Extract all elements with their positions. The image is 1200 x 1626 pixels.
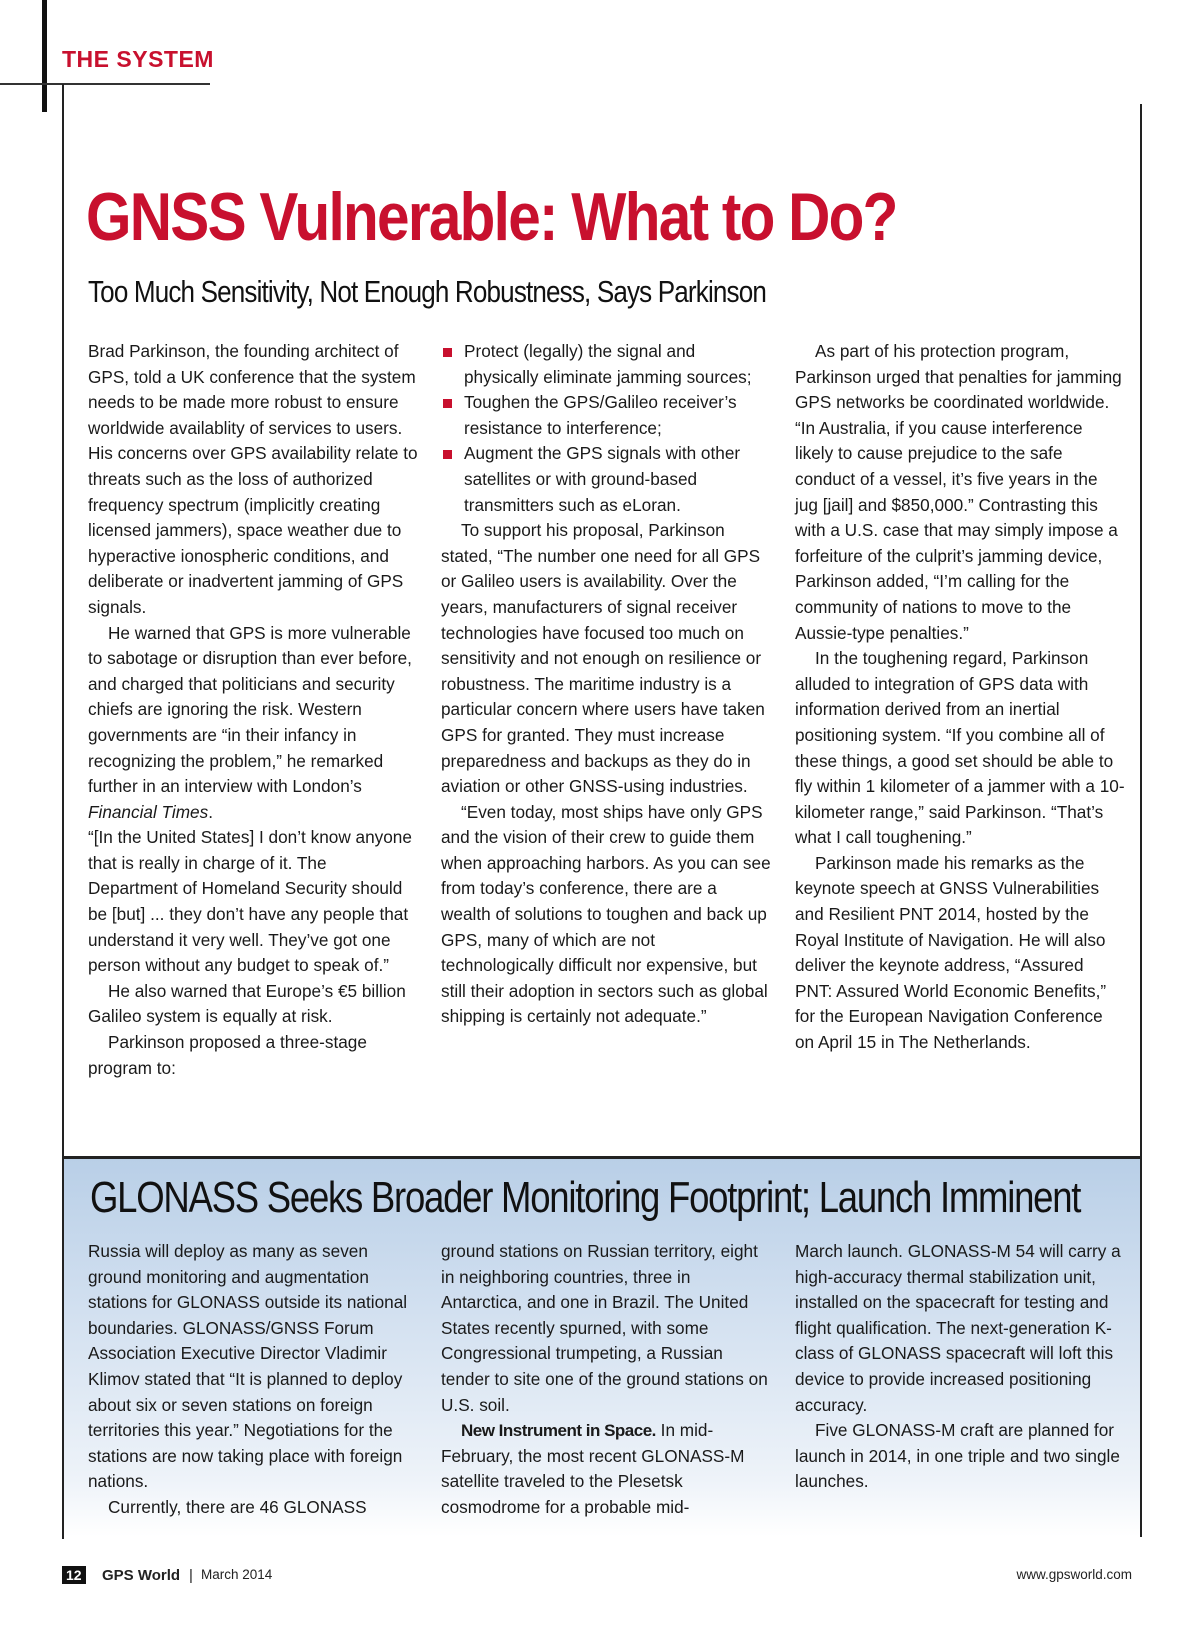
- left-accent-rule: [42, 0, 47, 112]
- glonass-sidebar-box: [64, 1159, 1140, 1537]
- sidebar-column-3: [795, 1239, 1125, 1495]
- paragraph: Parkinson made his remarks as the keynote speech at GNSS Vulnerabilities and Resilient PNT 2014, hosted by the Royal Institute of Navigation. He will also deliver the keynote address, “Assured PNT: Assured World Economic Benefits,” for the European Navigation Conference on April 15 in The Netherlands.: [795, 852, 1107, 1053]
- list-item: Toughen the GPS/Galileo receiver’s resistance to interference;: [441, 390, 771, 441]
- right-frame-rule: [1140, 104, 1142, 1537]
- article-headline: GNSS Vulnerable: What to Do?: [86, 179, 897, 255]
- article-column-2: [441, 339, 771, 1030]
- square-bullet-icon: [443, 348, 452, 357]
- page-number: 12: [62, 1566, 86, 1584]
- paragraph: New Instrument in Space. In mid-February, the most recent GLONASS-M satellite traveled to the Plesetsk cosmodrome for a probable mid-: [441, 1420, 745, 1517]
- website-url[interactable]: www.gpsworld.com: [1016, 1567, 1132, 1582]
- publication-name: Financial Times: [88, 801, 209, 822]
- paragraph: March launch. GLONASS-M 54 will carry a high-accuracy thermal stabilization unit, installed on the spacecraft for testing and flight qualification. The next-generation K-class of GLONASS spacecraft will loft this device to provide increased positioning accuracy.: [795, 1241, 1121, 1415]
- paragraph: Five GLONASS-M craft are planned for launch in 2014, in one triple and two single launches.: [795, 1420, 1120, 1492]
- paragraph: Russia will deploy as many as seven ground monitoring and augmentation stations for GLONASS outside its national boundaries. GLONASS/GNSS Forum Association Executive Director Vladimir Klimov stated that “It is planned to deploy about six or seven stations on foreign territories this year.” Negotiations for the stations are now taking place with foreign nations.: [88, 1241, 408, 1492]
- paragraph: ground stations on Russian territory, eight in neighboring countries, three in Antarctica, and one in Brazil. The United States recently spurned, with some Congressional trumpeting, a Russian tender to site one of the ground stations on U.S. soil.: [441, 1241, 768, 1415]
- magazine-name: GPS World: [102, 1567, 181, 1584]
- paragraph: He also warned that Europe’s €5 billion Galileo system is equally at risk.: [88, 980, 406, 1027]
- article-column-3: [795, 339, 1125, 1056]
- program-bullet-list: [441, 339, 771, 518]
- article-subhead: Too Much Sensitivity, Not Enough Robustness, Says Parkinson: [88, 274, 766, 309]
- square-bullet-icon: [443, 450, 452, 459]
- paragraph: Brad Parkinson, the founding architect of GPS, told a UK conference that the system needs to be made more robust to ensure worldwide availablity of services to users. His concerns over GPS availability relate to threats such as the loss of authorized frequency spectrum (implicitly creating licensed jammers), space weather due to hyperactive ionospheric conditions, and deliberate or inadvertent jamming of GPS signals.: [88, 341, 418, 617]
- footer-separator: |: [189, 1567, 193, 1584]
- paragraph: Currently, there are 46 GLONASS: [108, 1496, 367, 1517]
- paragraph: Parkinson proposed a three-stage program to:: [88, 1032, 367, 1078]
- list-item: Augment the GPS signals with other satellites or with ground-based transmitters such as eLoran.: [441, 441, 771, 518]
- paragraph: As part of his protection program, Parkinson urged that penalties for jamming GPS networks be coordinated worldwide. “In Australia, if you cause interference likely to cause prejudice to the safe conduct of a vessel, it’s five years in the jug [jail] and $850,000.” Contrasting this with a U.S. case that may simply impose a forfeiture of the culprit’s jamming device, Parkinson added, “I’m calling for the community of nations to move to the Aussie-type penalties.”: [795, 341, 1122, 643]
- paragraph: “Even today, most ships have only GPS and the vision of their crew to guide them when approaching harbors. As you can see from today’s conference, there are a wealth of solutions to toughen and back up GPS, many of which are not technologically difficult nor expensive, but still their adoption in sectors such as global shipping is certainly not adequate.”: [441, 801, 771, 1027]
- paragraph: In the toughening regard, Parkinson alluded to integration of GPS data with information derived from an inertial positioning system. “If you combine all of these things, a good set should be able to fly within 1 kilometer of a jammer with a 10-kilometer range,” said Parkinson. “That’s what I call toughening.”: [795, 648, 1125, 848]
- sidebar-column-1: [88, 1239, 418, 1521]
- issue-date: March 2014: [201, 1567, 273, 1582]
- paragraph: He warned that GPS is more vulnerable to sabotage or disruption than ever before, and charged that politicians and security chiefs are ignoring the risk. Western governments are “in their infancy in recognizing the problem,” he remarked further in an interview with London’s Financial Times.: [88, 622, 412, 822]
- list-item: Protect (legally) the signal and physically eliminate jamming sources;: [441, 339, 771, 390]
- section-underline-rule: [0, 83, 210, 85]
- square-bullet-icon: [443, 399, 452, 408]
- paragraph: To support his proposal, Parkinson stated, “The number one need for all GPS or Galileo users is availability. Over the years, manufacturers of signal receiver technologies have focused too much on sensitivity and not enough on resilience or robustness. The maritime industry is a particular concern where users have taken GPS for granted. They must increase preparedness and backups as they do in aviation or other GNSS-using industries.: [441, 520, 765, 797]
- sidebar-column-2: [441, 1239, 771, 1521]
- article-column-1: [88, 339, 418, 1081]
- section-label: THE SYSTEM: [62, 46, 214, 72]
- sidebar-title: GLONASS Seeks Broader Monitoring Footprint; Launch Imminent: [90, 1173, 1081, 1222]
- runin-heading: New Instrument in Space.: [461, 1421, 656, 1441]
- paragraph: “[In the United States] I don’t know anyone that is really in charge of it. The Department of Homeland Security should be [but] ... they don’t have any people that understand it very well. They’ve got one person without any budget to speak of.”: [88, 827, 412, 976]
